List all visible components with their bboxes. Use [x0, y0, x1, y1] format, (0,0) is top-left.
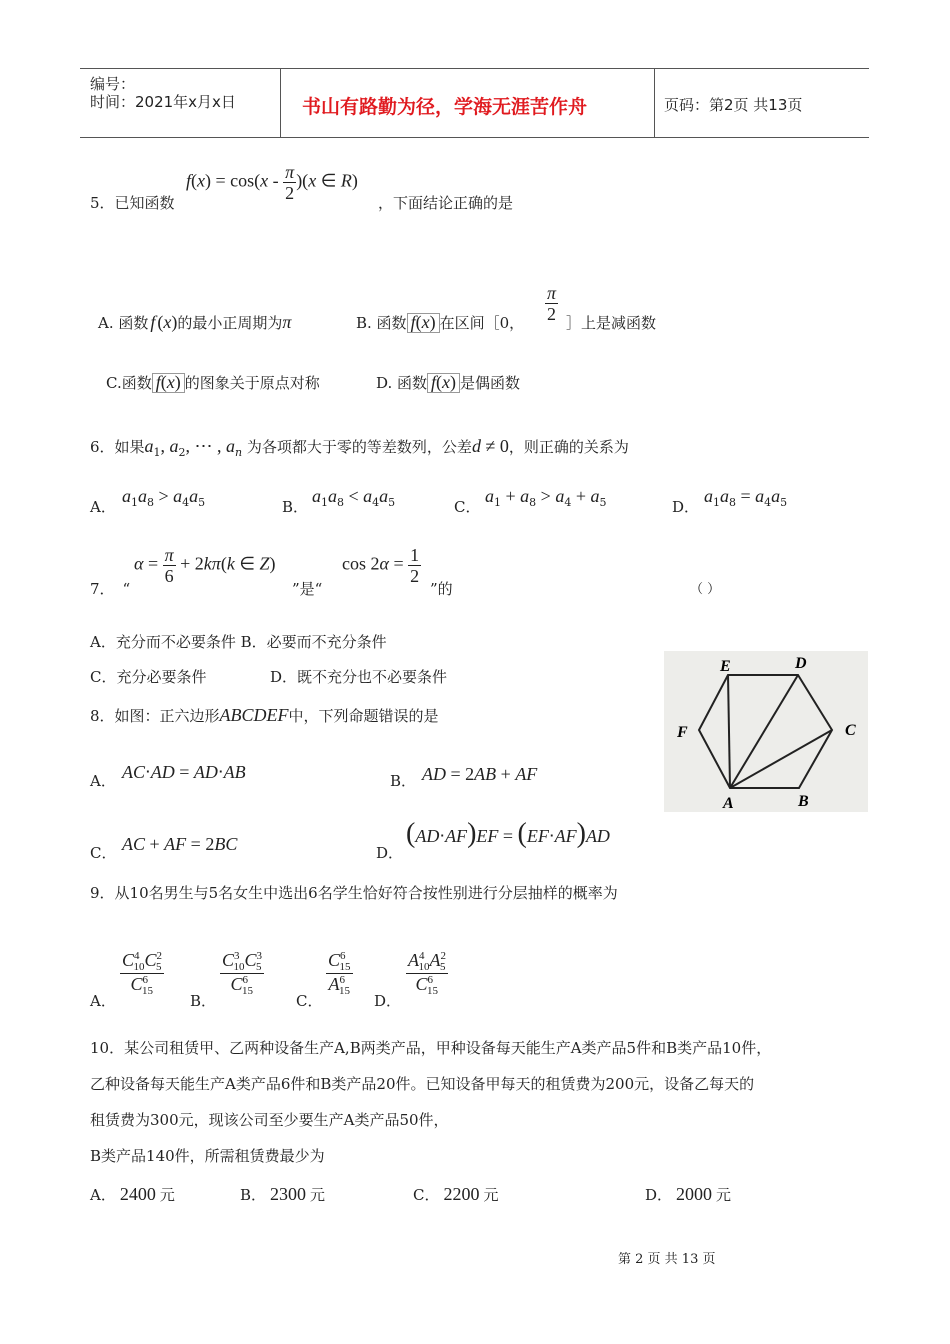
q9-option-b: $\frac{C^3_{10}C^3_5}{C^6_{15}}$ [222, 950, 263, 997]
page-header [80, 68, 869, 138]
vertex-label-a: A [723, 795, 734, 812]
q10-option-b: B． 2300 元 [240, 1184, 326, 1204]
q10-line-1: 10．某公司租赁甲、乙两种设备生产A,B两类产品，甲种设备每天能生产A类产品5件和B类产品10件， [90, 1039, 772, 1057]
q7-of-quote: ”的 [430, 580, 453, 598]
q9-label-d: D． [374, 992, 402, 1010]
date-label: 时间：2021年x月x日 [90, 93, 236, 111]
q7-option-c: C．充分必要条件 [90, 668, 207, 686]
q8-label-b: B． [390, 772, 417, 790]
q8-option-c: AC + AF = 2BC [122, 834, 238, 854]
q5-option-b-suffix: ］上是减函数 [566, 314, 657, 332]
q10-line-4: B类产品140件，所需租赁费最少为 [90, 1147, 325, 1165]
q6-option-a: $a_1a_8 > a_4a_5$ [122, 486, 206, 509]
q8-option-b: AD = 2AB + AF [422, 764, 538, 784]
q10-option-d: D． 2000 元 [645, 1184, 732, 1204]
q7-alpha-formula: α = $\frac{\pi}{6}$ + 2kπ(k ∈ Z) [134, 545, 276, 586]
q6-stem: 6．如果$a_1$, $a_2$, ⋯ , $a_n$ 为各项都大于零的等差数列，公差d ≠ 0，则正确的关系为 [90, 436, 629, 459]
q10-line-3: 租赁费为300元，现该公司至少要生产A类产品50件， [90, 1111, 449, 1129]
q6-option-c: $a_1 + a_8 > a_4 + a_5$ [485, 486, 607, 509]
header-divider [654, 69, 655, 137]
q5-formula: f(x) = cos(x - $\frac{\pi}{2}$ )(x ∈ R) [186, 162, 358, 203]
q7-is-quote: ”是“ [292, 580, 323, 598]
q8-label-a: A． [90, 772, 116, 790]
q8-option-a: AC⋅AD = AD⋅AB [122, 762, 246, 782]
page-footer: 第 2 页 共 13 页 [618, 1252, 716, 1267]
header-divider [280, 69, 281, 137]
q10-option-c: C． 2200 元 [413, 1184, 499, 1204]
q7-number: 7． “ [90, 580, 131, 598]
vertex-label-d: D [795, 655, 807, 672]
header-motto: 书山有路勤为径，学海无涯苦作舟 [302, 96, 588, 118]
hexagon-figure [664, 651, 868, 812]
q5-option-c: C.函数 f(x) 的图象关于原点对称 [106, 372, 320, 392]
q6-label-d: D． [672, 498, 700, 516]
q5-option-a: A. 函数 f (x)的最小正周期为π [98, 312, 292, 332]
q9-option-d: $\frac{A^4_{10}A^2_5}{C^6_{15}}$ [408, 950, 446, 997]
q6-option-d: $a_1a_8 = a_4a_5$ [704, 486, 788, 509]
q8-label-c: C． [90, 844, 117, 862]
q9-label-a: A． [90, 992, 116, 1010]
vertex-label-f: F [677, 724, 688, 741]
vertex-label-c: C [845, 722, 856, 739]
q5-pi-half: $\frac{\pi}{2}$ [547, 283, 557, 324]
q5-stem-suffix: ，下面结论正确的是 [378, 194, 514, 212]
hexagon-diagram [664, 651, 868, 812]
q7-answer-paren: （ ） [690, 582, 721, 597]
q8-label-d: D． [376, 844, 404, 862]
q6-label-a: A． [90, 498, 116, 516]
q9-stem: 9．从10名男生与5名女生中选出6名学生恰好符合按性别进行分层抽样的概率为 [90, 884, 618, 902]
q7-cos-formula: cos 2α = $\frac{1}{2}$ [342, 545, 420, 586]
q10-line-2: 乙种设备每天能生产A类产品6件和B类产品20件。已知设备甲每天的租赁费为200元，设备乙每天的 [90, 1075, 755, 1093]
q9-option-a: $\frac{C^4_{10}C^2_5}{C^6_{15}}$ [122, 950, 163, 997]
q7-option-d: D．既不充分也不必要条件 [270, 668, 448, 686]
q6-label-b: B． [282, 498, 309, 516]
q5-stem-prefix: 5．已知函数 [90, 194, 175, 212]
q9-label-b: B． [190, 992, 217, 1010]
q8-option-d: (AD⋅AF)EF = (EF⋅AF)AD [406, 818, 610, 849]
q6-option-b: $a_1a_8 < a_4a_5$ [312, 486, 396, 509]
vertex-label-b: B [798, 793, 809, 810]
q7-options-line1: A．充分而不必要条件 B．必要而不充分条件 [90, 633, 387, 651]
q8-stem: 8．如图：正六边形ABCDEF中，下列命题错误的是 [90, 705, 439, 725]
q5-option-d: D. 函数 f(x) 是偶函数 [376, 372, 521, 392]
q9-option-c: $\frac{C^6_{15}}{A^6_{15}}$ [328, 950, 351, 997]
serial-label: 编号： [90, 75, 136, 93]
q6-label-c: C． [454, 498, 481, 516]
vertex-label-e: E [720, 658, 731, 675]
q10-option-a: A． 2400 元 [90, 1184, 175, 1204]
q5-option-b: B. 函数 f(x) 在区间［0， [356, 312, 525, 332]
page-label: 页码：第2页 共13页 [664, 96, 803, 114]
q9-label-c: C． [296, 992, 323, 1010]
